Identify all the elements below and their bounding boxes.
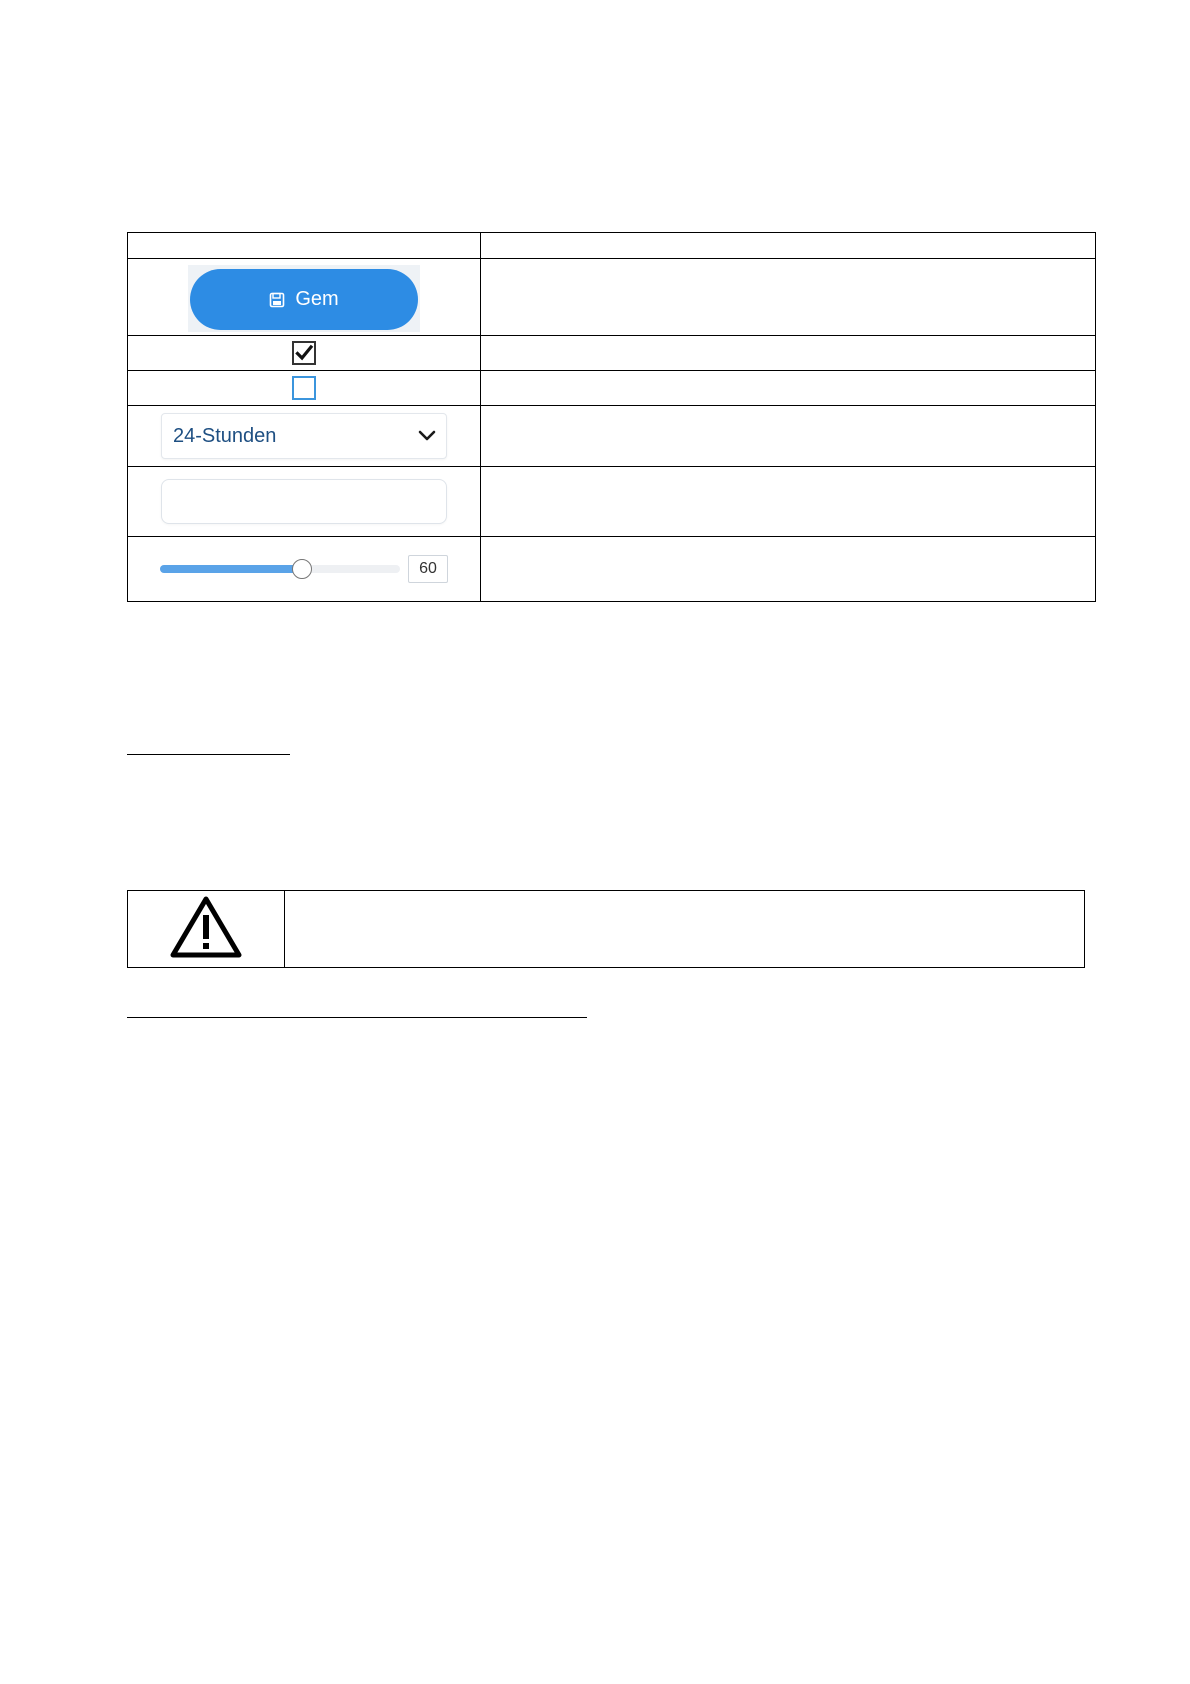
- cell-save-button: [128, 259, 481, 336]
- floppy-disk-icon: [269, 292, 285, 308]
- save-button-label: Gem: [295, 288, 339, 310]
- cell-text-input-description: [481, 467, 1096, 537]
- checkbox-unchecked[interactable]: [292, 376, 316, 400]
- controls-table: [127, 232, 1096, 602]
- table-row-save-button: [128, 259, 1096, 336]
- cell-checkbox-unchecked: [128, 371, 481, 406]
- slider-fill: [160, 565, 302, 573]
- table-row-checkbox-unchecked: [128, 371, 1096, 406]
- heading-underline-long: [127, 1017, 587, 1018]
- slider-thumb[interactable]: [292, 559, 312, 579]
- header-cell-description: [481, 233, 1096, 259]
- save-button[interactable]: [190, 269, 418, 330]
- chevron-down-icon: [418, 430, 436, 442]
- warning-text-cell: [285, 891, 1085, 968]
- cell-checkbox-checked: [128, 336, 481, 371]
- header-cell-control: [128, 233, 481, 259]
- cell-slider-description: [481, 537, 1096, 602]
- cell-select-description: [481, 406, 1096, 467]
- cell-checkbox-unchecked-description: [481, 371, 1096, 406]
- heading-underline-short: [127, 754, 290, 755]
- slider-control: [160, 555, 448, 583]
- text-input[interactable]: [161, 479, 447, 524]
- table-row-text-input: [128, 467, 1096, 537]
- checkbox-checked[interactable]: [292, 341, 316, 365]
- table-header-row: [128, 233, 1096, 259]
- cell-slider: [128, 537, 481, 602]
- slider-value: 60: [419, 560, 437, 577]
- warning-triangle-icon: [170, 895, 242, 959]
- checkmark-icon: [294, 343, 314, 363]
- time-format-select[interactable]: [161, 413, 447, 459]
- cell-text-input: [128, 467, 481, 537]
- save-button-frame: [188, 265, 420, 332]
- cell-checkbox-checked-description: [481, 336, 1096, 371]
- table-row-checkbox-checked: [128, 336, 1096, 371]
- cell-save-button-description: [481, 259, 1096, 336]
- slider-value-box[interactable]: [408, 555, 448, 583]
- warning-box: [127, 890, 1085, 968]
- slider-track[interactable]: [160, 565, 400, 573]
- table-row-select: [128, 406, 1096, 467]
- cell-select: [128, 406, 481, 467]
- select-value: 24-Stunden: [173, 424, 277, 447]
- warning-icon-cell: [128, 891, 285, 968]
- table-row-slider: [128, 537, 1096, 602]
